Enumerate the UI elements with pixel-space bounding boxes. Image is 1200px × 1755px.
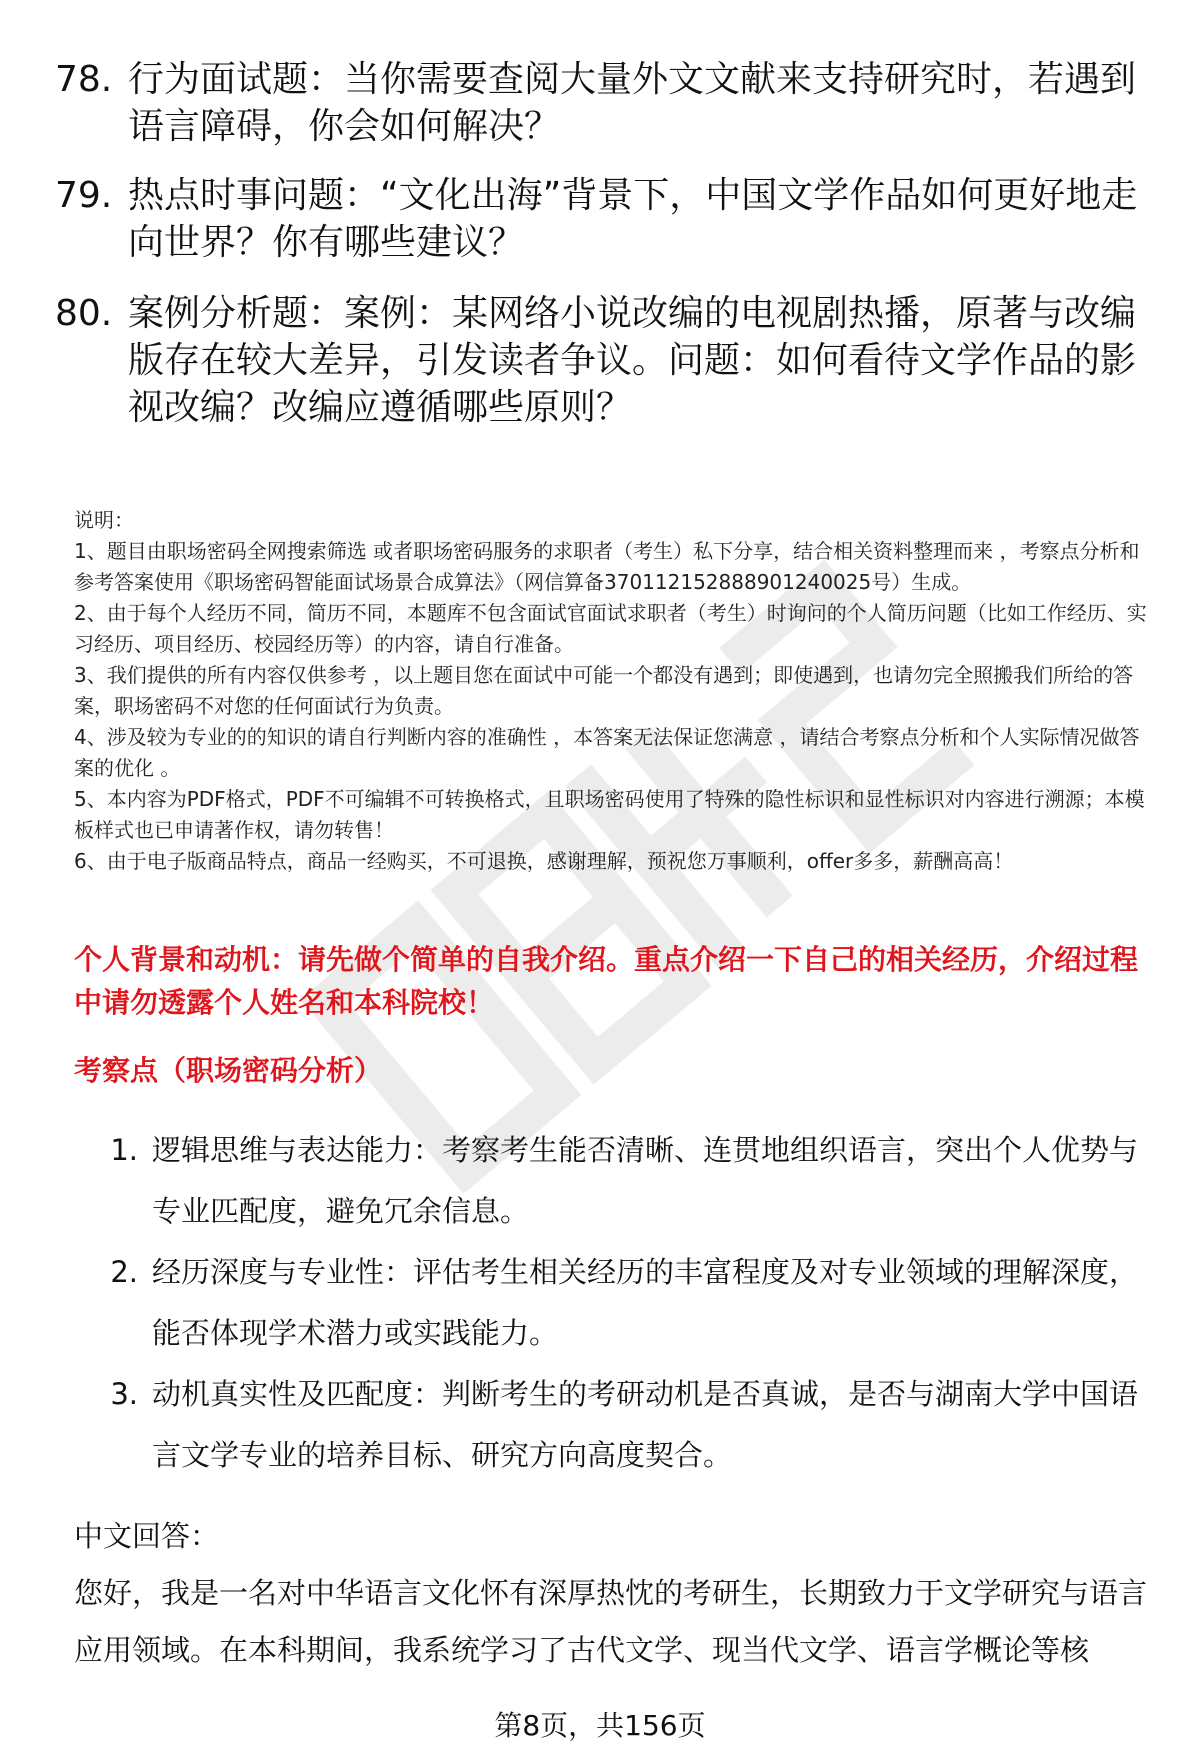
notes-item: 4、涉及较为专业的的知识的请自行判断内容的准确性 ，本答案无法保证您满意 ，请结合考察点分析和个人实际情况做答案的优化 。 — [74, 725, 1140, 780]
answer-label: 中文回答： — [74, 1519, 220, 1553]
question-number: 80. — [55, 293, 113, 334]
question-text: 案例分析题：案例：某网络小说改编的电视剧热播，原著与改编版存在较大差异，引发读者争议。问题：如何看待文学作品的影视改编？改编应遵循哪些原则？ — [128, 293, 1137, 428]
notes-item: 2、由于每个人经历不同，简历不同，本题库不包含面试官面试求职者（考生）时询问的个人简历问题（比如工作经历、实习经历、项目经历、校园经历等）的内容，请自行准备。 — [74, 601, 1147, 656]
analysis-heading: 考察点（职场密码分析） — [74, 1054, 383, 1087]
section-question: 个人背景和动机：请先做个简单的自我介绍。重点介绍一下自己的相关经历，介绍过程中请勿透露个人姓名和本科院校！ — [74, 943, 1139, 1019]
question-78 — [55, 56, 1145, 150]
page-number: 第8页，共156页 — [494, 1709, 706, 1742]
notes-item: 1、题目由职场密码全网搜索筛选 或者职场密码服务的求职者（考生）私下分享，结合相关资料整理而来 ，考察点分析和参考答案使用《职场密码智能面试场景合成算法》（网信算备370112152888901240025号）生成。 — [74, 539, 1140, 594]
point-text: 动机真实性及匹配度：判断考生的考研动机是否真诚，是否与湖南大学中国语言文学专业的培养目标、研究方向高度契合。 — [152, 1377, 1139, 1472]
notes-title: 说明： — [74, 508, 134, 532]
list-item — [74, 1120, 1144, 1242]
question-text: 行为面试题：当你需要查阅大量外文文献来支持研究时，若遇到语言障碍，你会如何解决？ — [128, 59, 1137, 147]
notes-item: 5、本内容为PDF格式，PDF不可编辑不可转换格式，且职场密码使用了特殊的隐性标识和显性标识对内容进行溯源；本模板样式也已申请著作权，请勿转售！ — [74, 787, 1145, 842]
answer-text: 您好，我是一名对中华语言文化怀有深厚热忱的考研生，长期致力于文学研究与语言应用领域。在本科期间，我系统学习了古代文学、现当代文学、语言学概论等核 — [74, 1576, 1148, 1667]
list-item — [74, 1242, 1144, 1364]
point-number: 1. — [110, 1133, 138, 1167]
notes-item: 6、由于电子版商品特点，商品一经购买，不可退换，感谢理解，预祝您万事顺利，offer多多，薪酬高高！ — [74, 849, 1014, 873]
question-number: 78. — [55, 59, 113, 100]
point-text: 经历深度与专业性：评估考生相关经历的丰富程度及对专业领域的理解深度，能否体现学术潜力或实践能力。 — [152, 1255, 1139, 1350]
notes-item: 3、我们提供的所有内容仅供参考 ，以上题目您在面试中可能一个都没有遇到；即使遇到，也请勿完全照搬我们所给的答案，职场密码不对您的任何面试行为负责。 — [74, 663, 1134, 718]
point-text: 逻辑思维与表达能力：考察考生能否清晰、连贯地组织语言，突出个人优势与专业匹配度，避免冗余信息。 — [152, 1133, 1139, 1228]
point-number: 3. — [110, 1377, 138, 1411]
analysis-points — [74, 1120, 1144, 1486]
list-item — [74, 1364, 1144, 1486]
question-text: 热点时事问题：“文化出海”背景下，中国文学作品如何更好地走向世界？你有哪些建议？ — [128, 175, 1138, 263]
answer-section — [74, 1508, 1154, 1679]
disclaimer-notes — [74, 505, 1154, 877]
point-number: 2. — [110, 1255, 138, 1289]
question-80 — [55, 290, 1145, 431]
question-number: 79. — [55, 175, 113, 216]
question-79 — [55, 172, 1145, 266]
